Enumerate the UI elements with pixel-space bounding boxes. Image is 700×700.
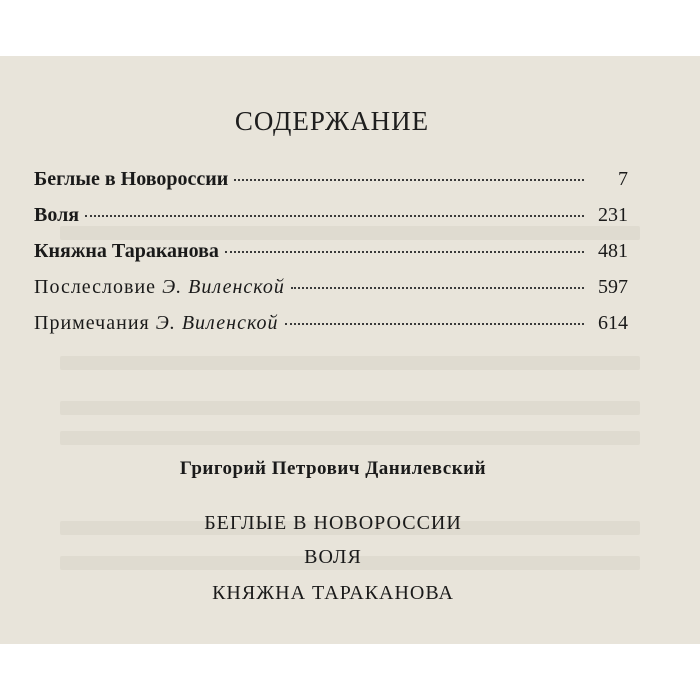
toc-entry-title: Воля — [34, 204, 80, 226]
toc-entry — [34, 240, 628, 276]
toc-entry-page: 597 — [598, 276, 628, 298]
toc-entry-title: Беглые в Новороссии — [34, 168, 229, 190]
work-title: БЕГЛЫЕ В НОВОРОССИИ — [204, 512, 462, 534]
contents-heading: СОДЕРЖАНИЕ — [234, 106, 430, 136]
toc-entry — [34, 168, 628, 204]
dot-leader — [85, 214, 584, 217]
toc-entry — [34, 276, 628, 312]
show-through-text — [60, 356, 640, 370]
work-title: КНЯЖНА ТАРАКАНОВА — [212, 582, 454, 604]
author-name: Григорий Петрович Данилевский — [179, 458, 487, 479]
toc-entry-title-editor: Э. Виленской — [155, 312, 279, 334]
dot-leader — [291, 286, 584, 289]
toc-entry-title — [34, 276, 287, 299]
toc-entry-title-main: Примечания — [34, 312, 150, 334]
work-title: ВОЛЯ — [304, 546, 362, 568]
dot-leader — [225, 250, 584, 253]
toc-entry-title — [34, 312, 281, 335]
toc-entry — [34, 312, 628, 348]
dot-leader — [285, 322, 584, 325]
toc-entry-page: 7 — [618, 168, 628, 190]
toc-entry-title-editor: Э. Виленской — [162, 276, 285, 298]
show-through-text — [60, 401, 640, 415]
table-of-contents — [34, 168, 628, 348]
toc-entry-page: 481 — [598, 240, 628, 262]
book-page — [0, 56, 700, 644]
toc-entry-page: 231 — [598, 204, 628, 226]
show-through-text — [60, 431, 640, 445]
toc-entry — [34, 204, 628, 240]
toc-entry-title: Княжна Тараканова — [34, 240, 219, 262]
dot-leader — [234, 178, 584, 181]
toc-entry-page: 614 — [598, 312, 628, 334]
toc-entry-title-main: Послесловие — [34, 276, 157, 298]
